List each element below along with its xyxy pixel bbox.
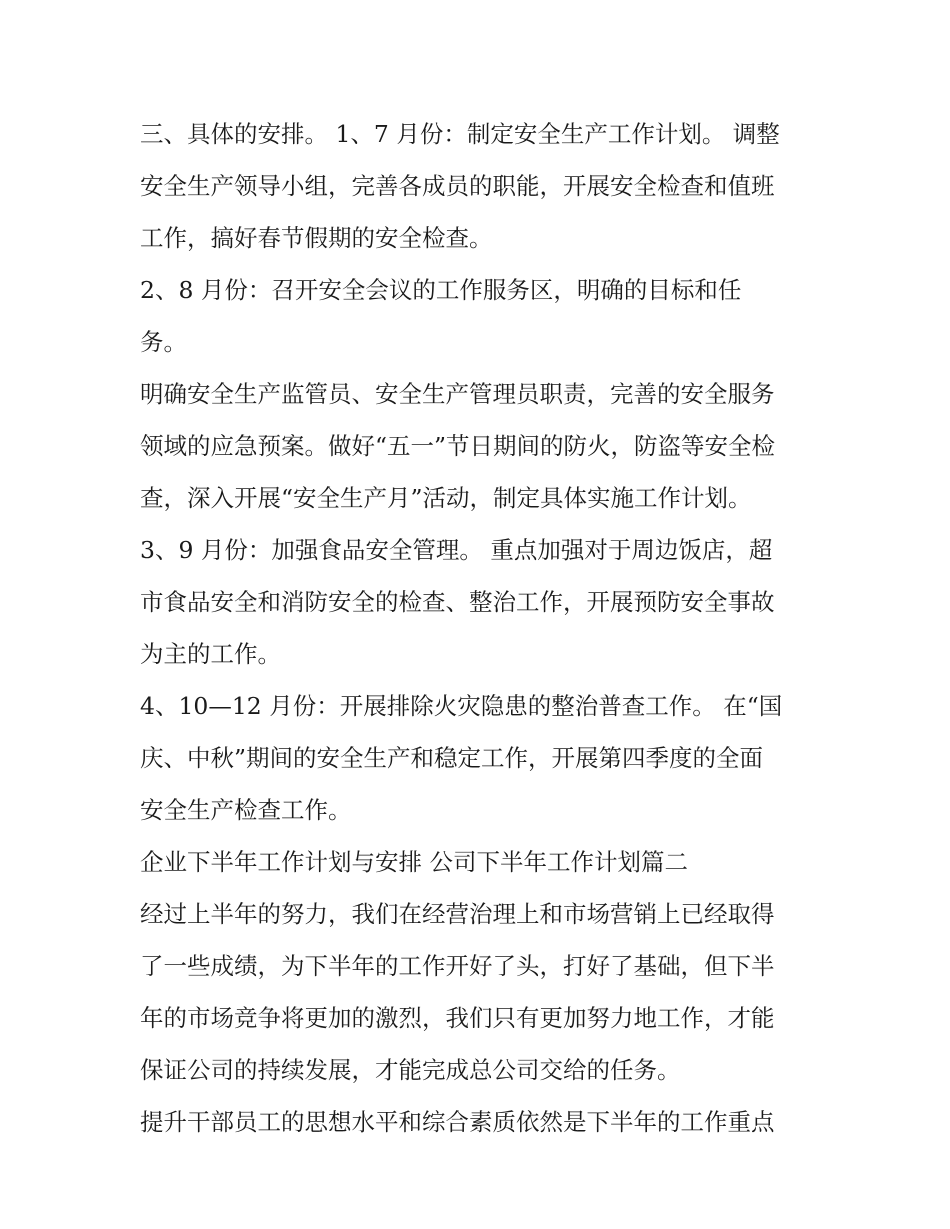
text-line: 明确安全生产监管员、安全生产管理员职责，完善的安全服务 bbox=[140, 380, 775, 408]
text-line: 市食品安全和消防安全的检查、整治工作，开展预防安全事故 bbox=[140, 588, 775, 616]
text-line: 2、8 月份：召开安全会议的工作服务区，明确的目标和任 bbox=[140, 276, 742, 304]
text-line: 安全生产检查工作。 bbox=[140, 796, 352, 824]
text-line: 经过上半年的努力，我们在经营治理上和市场营销上已经取得 bbox=[140, 900, 775, 928]
text-line: 庆、中秋”期间的安全生产和稳定工作，开展第四季度的全面 bbox=[140, 744, 764, 772]
text-line: 三、具体的安排。 1、7 月份：制定安全生产工作计划。 调整 bbox=[140, 120, 780, 148]
text-line: 4、10—12 月份：开展排除火灾隐患的整治普查工作。 在“国 bbox=[140, 692, 783, 720]
text-line: 保证公司的持续发展，才能完成总公司交给的任务。 bbox=[140, 1056, 681, 1084]
text-line: 领域的应急预案。做好“五一”节日期间的防火，防盗等安全检 bbox=[140, 432, 776, 460]
text-line: 3、9 月份：加强食品安全管理。 重点加强对于周边饭店，超 bbox=[140, 536, 773, 564]
text-line: 安全生产领导小组，完善各成员的职能，开展安全检查和值班 bbox=[140, 172, 775, 200]
text-line: 查，深入开展“安全生产月”活动，制定具体实施工作计划。 bbox=[140, 484, 752, 512]
text-line: 提升干部员工的思想水平和综合素质依然是下半年的工作重点 bbox=[140, 1108, 775, 1136]
text-line: 工作，搞好春节假期的安全检查。 bbox=[140, 224, 493, 252]
section-title: 企业下半年工作计划与安排 公司下半年工作计划篇二 bbox=[140, 848, 688, 876]
text-line: 了一些成绩，为下半年的工作开好了头，打好了基础，但下半 bbox=[140, 952, 775, 980]
text-line: 务。 bbox=[140, 328, 187, 356]
document-body bbox=[140, 108, 820, 1148]
text-line: 为主的工作。 bbox=[140, 640, 281, 668]
text-line: 年的市场竞争将更加的激烈，我们只有更加努力地工作，才能 bbox=[140, 1004, 775, 1032]
